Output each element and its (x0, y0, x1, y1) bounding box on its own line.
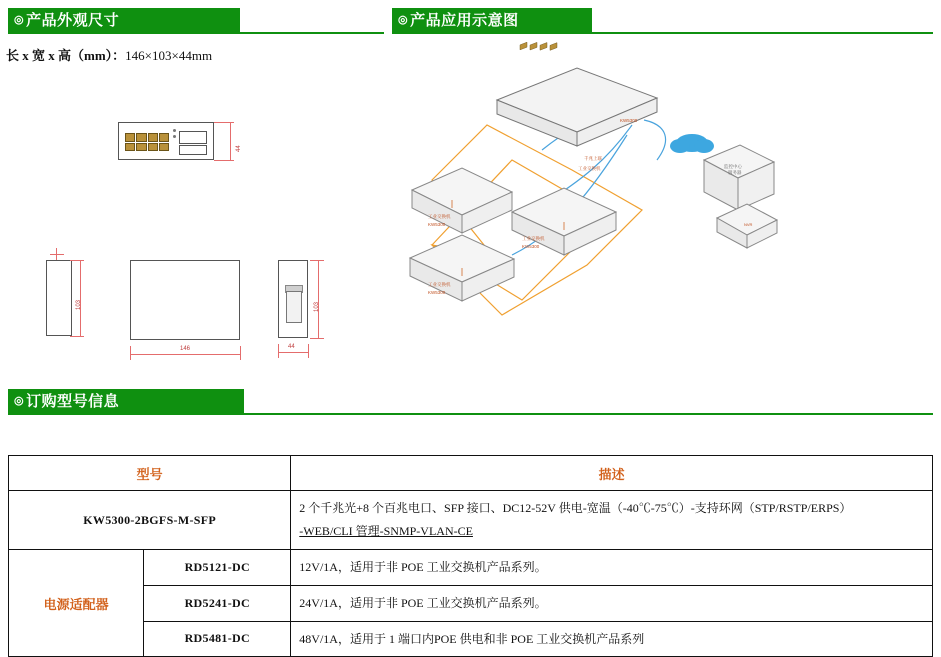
svg-text:KW5300: KW5300 (428, 222, 446, 227)
ordering-table (8, 455, 933, 657)
port (148, 143, 158, 152)
dim-line (310, 338, 324, 339)
section-title-application: 产品应用示意图 (410, 13, 519, 29)
svg-text:工业交换机: 工业交换机 (578, 166, 601, 171)
drawing-top-view (130, 260, 240, 340)
dim-label-right-width: 44 (288, 344, 295, 350)
application-diagram (392, 40, 937, 380)
dim-line (130, 346, 131, 360)
cell-model-adapter-2: RD5241-DC (144, 585, 291, 621)
port (136, 143, 146, 152)
dim-line (130, 354, 240, 355)
cell-adapter-group: 电源适配器 (9, 550, 144, 657)
section-title-dimensions: 产品外观尺寸 (26, 13, 120, 29)
mechanical-drawings (0, 60, 390, 380)
led-indicator (173, 129, 176, 132)
svg-text:千兆上联: 千兆上联 (584, 156, 602, 161)
dimension-label: 长 x 宽 x 高（mm）： (6, 48, 126, 63)
desc-line-2: -WEB/CLI 管理-SNMP-VLAN-CE (299, 524, 473, 538)
section-header-application (392, 8, 592, 32)
led-indicator (173, 135, 176, 138)
dim-line (230, 122, 231, 160)
dim-label-front-height: 44 (236, 145, 242, 152)
sfp-slot (179, 131, 207, 144)
svg-text:监控中心: 监控中心 (724, 164, 742, 169)
table-row (9, 585, 933, 621)
dim-label-right-height: 103 (314, 301, 320, 312)
port (159, 133, 169, 142)
cell-model-main: KW5300-2BGFS-M-SFP (9, 491, 291, 550)
svg-text:KW5300: KW5300 (428, 290, 446, 295)
port (136, 133, 146, 142)
cell-desc-adapter-1: 12V/1A，适用于非 POE 工业交换机产品系列。 (291, 550, 933, 586)
dim-line (214, 160, 234, 161)
dim-line (240, 346, 241, 360)
dimension-value: 146×103×44mm (125, 48, 213, 63)
application-diagram-svg (392, 40, 937, 380)
dim-label-left-height: 103 (76, 299, 82, 310)
section-header-dimensions (8, 8, 240, 32)
dim-line (318, 260, 319, 338)
dim-line (70, 260, 84, 261)
table-row (9, 550, 933, 586)
dim-line (278, 344, 279, 358)
bullet-icon: ◎ (14, 14, 25, 26)
svg-text:KW5300: KW5300 (620, 118, 638, 123)
table-header-row (9, 456, 933, 491)
dim-line (278, 352, 308, 353)
cell-model-adapter-3: RD5481-DC (144, 621, 291, 657)
port (148, 133, 158, 142)
section-rule-order (8, 413, 933, 415)
bullet-icon: ◎ (398, 14, 409, 26)
section-rule-application (392, 32, 933, 34)
dim-line (310, 260, 324, 261)
svg-text:KW5300: KW5300 (522, 244, 540, 249)
header-description: 描述 (291, 456, 933, 491)
dim-line (70, 336, 84, 337)
drawing-right-view (278, 260, 308, 338)
section-header-order (8, 389, 244, 413)
drawing-front-view (118, 122, 214, 160)
desc-line-1: 2 个千兆光+8 个百兆电口、SFP 接口、DC12-52V 供电-宽温（-40℃-75℃）-支持环网（STP/RSTP/ERPS） (299, 501, 852, 516)
cell-desc-adapter-3: 48V/1A，适用于 1 端口内POE 供电和非 POE 工业交换机产品系列 (291, 621, 933, 657)
cell-model-adapter-1: RD5121-DC (144, 550, 291, 586)
table-row (9, 491, 933, 550)
svg-text:NVR: NVR (744, 222, 753, 227)
svg-text:工业交换机: 工业交换机 (428, 282, 451, 287)
port (125, 143, 135, 152)
header-model: 型号 (9, 456, 291, 491)
port (125, 133, 135, 142)
bullet-icon: ◎ (14, 395, 25, 407)
port (159, 143, 169, 152)
dim-label-top-width: 146 (180, 346, 191, 352)
cell-desc-main (291, 491, 933, 550)
section-title-order: 订购型号信息 (26, 394, 120, 410)
section-rule-dimensions (8, 32, 384, 34)
connector-slot (286, 291, 302, 323)
dim-line (50, 254, 64, 255)
svg-text:服务器: 服务器 (728, 170, 742, 175)
dim-line (308, 344, 309, 358)
sfp-slot (179, 145, 207, 155)
drawing-left-view (46, 260, 72, 336)
svg-text:工业交换机: 工业交换机 (428, 214, 451, 219)
svg-text:工业交换机: 工业交换机 (522, 236, 545, 241)
cell-desc-adapter-2: 24V/1A，适用于非 POE 工业交换机产品系列。 (291, 585, 933, 621)
dim-line (214, 122, 234, 123)
dim-line (80, 260, 81, 336)
ethernet-port-grid (125, 133, 169, 151)
table-row (9, 621, 933, 657)
